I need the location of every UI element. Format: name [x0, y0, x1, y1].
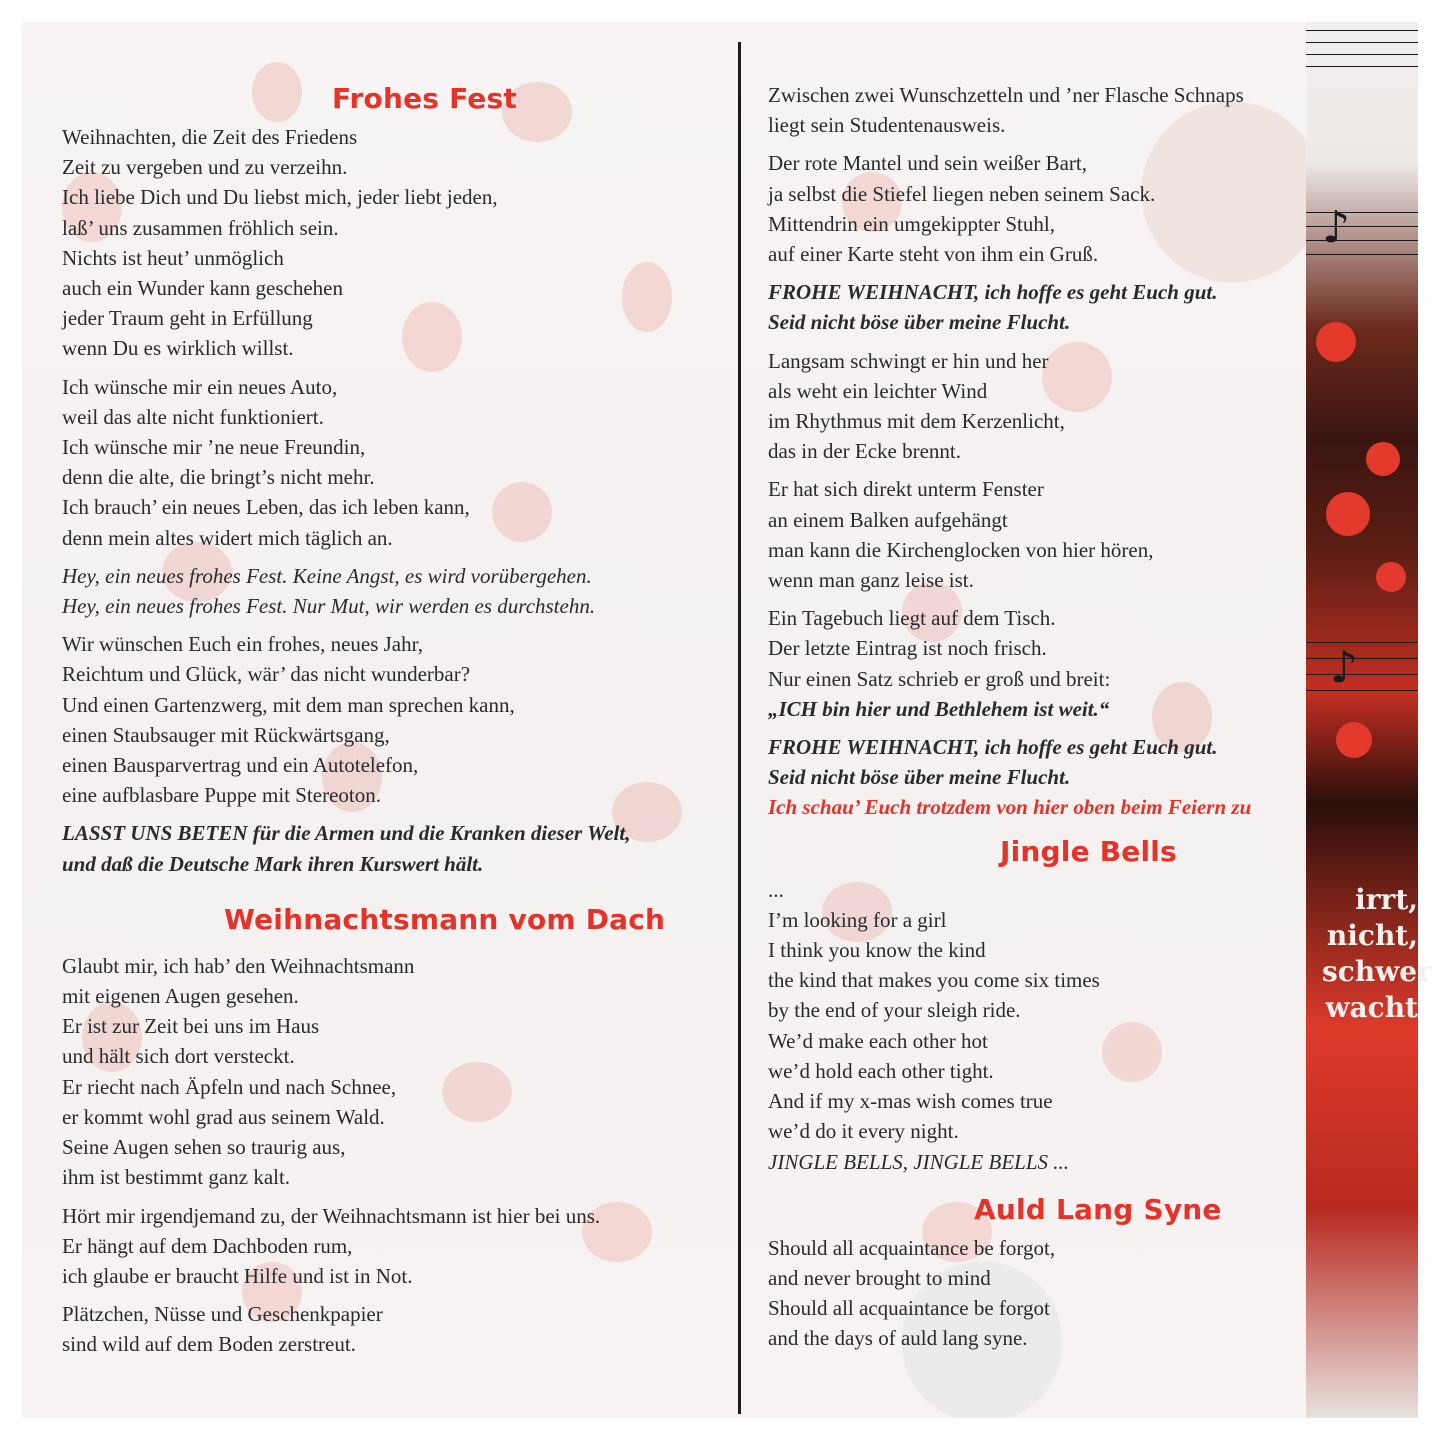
lyric-line: and the days of auld lang syne. — [768, 1326, 1028, 1351]
chorus — [768, 732, 1368, 823]
lyric-line: we’d do it every night. — [768, 1119, 959, 1144]
lyric-line: und hält sich dort versteckt. — [62, 1044, 295, 1069]
lyric-line: Nichts ist heut’ unmöglich — [62, 245, 284, 270]
music-note-icon: ♪ — [1322, 202, 1351, 253]
stanza — [768, 474, 1368, 595]
lyric-line: Er ist zur Zeit bei uns im Haus — [62, 1014, 320, 1039]
lyric-line: an einem Balken aufgehängt — [768, 507, 1008, 532]
stanza — [62, 372, 742, 553]
lyric-line: Plätzchen, Nüsse und Geschenkpapier — [62, 1302, 383, 1327]
music-note-icon: ♪ — [1330, 642, 1359, 693]
edge-word: nicht, — [1326, 919, 1418, 952]
lyric-line: im Rhythmus mit dem Kerzenlicht, — [768, 409, 1065, 434]
edge-word: irrt, — [1355, 883, 1418, 916]
lyric-line: Should all acquaintance be forgot, — [768, 1235, 1056, 1260]
stanza — [62, 629, 742, 810]
song-title-jingle-bells: Jingle Bells — [1000, 834, 1177, 868]
lyric-line: Zwischen zwei Wunschzetteln und ’ner Flasche Schnaps — [768, 83, 1244, 107]
lyric-line: Should all acquaintance be forgot — [768, 1296, 1050, 1321]
stanza — [768, 80, 1368, 140]
lyric-line: einen Staubsauger mit Rückwärtsgang, — [62, 722, 390, 747]
lyric-line: denn mein altes widert mich täglich an. — [62, 525, 393, 550]
lyric-line: man kann die Kirchenglocken von hier hören, — [768, 537, 1154, 562]
lyric-line: Hört mir irgendjemand zu, der Weihnachtsmann ist hier bei uns. — [62, 1203, 601, 1228]
diary-quote: „ICH bin hier und Bethlehem ist weit.“ — [768, 696, 1110, 721]
lyric-line: sind wild auf dem Boden zerstreut. — [62, 1332, 356, 1357]
lyric-line: And if my x-mas wish comes true — [768, 1089, 1053, 1114]
lyric-line: Weihnachten, die Zeit des Friedens — [62, 125, 358, 149]
lyric-line: Ich brauch’ ein neues Leben, das ich leben kann, — [62, 495, 470, 520]
lyric-line: Reichtum und Glück, wär’ das nicht wunderbar? — [62, 662, 471, 687]
lyric-line: denn die alte, die bringt’s nicht mehr. — [62, 465, 375, 490]
lyric-line: I think you know the kind — [768, 938, 986, 963]
lyric-line: ich glaube er braucht Hilfe und ist in Not. — [62, 1263, 413, 1288]
lyric-line: als weht ein leichter Wind — [768, 378, 988, 403]
lyric-line: Der letzte Eintrag ist noch frisch. — [768, 636, 1047, 661]
lyric-line: Zeit zu vergeben und zu verzeihn. — [62, 155, 348, 180]
lyric-line: Ich wünsche mir ein neues Auto, — [62, 374, 338, 399]
song-title-auld-lang-syne: Auld Lang Syne — [974, 1192, 1222, 1226]
stanza — [62, 122, 742, 364]
lyric-line: mit eigenen Augen gesehen. — [62, 984, 299, 1009]
left-column — [62, 80, 742, 1368]
lyric-line: Er hat sich direkt unterm Fenster — [768, 477, 1044, 502]
stanza — [768, 603, 1368, 724]
lyric-line: Hey, ein neues frohes Fest. Keine Angst, es wird vorübergehen. — [62, 563, 592, 588]
lyric-line: weil das alte nicht funktioniert. — [62, 404, 324, 429]
stanza — [62, 1201, 742, 1292]
lyric-line: Mittendrin ein umgekippter Stuhl, — [768, 211, 1055, 236]
booklet-page — [22, 22, 1432, 1418]
lyric-line: wenn man ganz leise ist. — [768, 568, 974, 593]
lyric-line: we’d hold each other tight. — [768, 1058, 994, 1083]
stanza — [768, 148, 1368, 269]
edge-word: schwer — [1322, 955, 1432, 988]
lyric-line: eine aufblasbare Puppe mit Stereoton. — [62, 783, 381, 808]
lyric-line: Glaubt mir, ich hab’ den Weihnachtsmann — [62, 953, 415, 978]
lyric-line: einen Bausparvertrag und ein Autotelefon, — [62, 753, 419, 778]
lyric-line: Wir wünschen Euch ein frohes, neues Jahr, — [62, 632, 424, 657]
lyric-line: LASST UNS BETEN für die Armen und die Kranken dieser Welt, — [62, 821, 631, 846]
lyric-line: und daß die Deutsche Mark ihren Kurswert hält. — [62, 851, 484, 876]
edge-word: wacht — [1325, 991, 1418, 1024]
lyric-line: the kind that makes you come six times — [768, 968, 1100, 993]
lyric-line: Ich wünsche mir ’ne neue Freundin, — [62, 435, 366, 460]
stanza — [62, 951, 742, 1193]
chorus — [768, 277, 1368, 337]
lyric-line: Ich liebe Dich und Du liebst mich, jeder liebt jeden, — [62, 185, 498, 210]
lyric-line: by the end of your sleigh ride. — [768, 998, 1021, 1023]
lyric-line: er kommt wohl grad aus seinem Wald. — [62, 1104, 385, 1129]
lyric-line: Seid nicht böse über meine Flucht. — [768, 765, 1071, 790]
stanza — [62, 1299, 742, 1359]
stanza — [768, 875, 1368, 1177]
lyric-line: auch ein Wunder kann geschehen — [62, 276, 343, 301]
song-title-frohes-fest: Frohes Fest — [332, 82, 517, 115]
refrain — [62, 561, 742, 621]
right-column — [768, 80, 1368, 1362]
lyric-line: Seine Augen sehen so traurig aus, — [62, 1135, 346, 1160]
lyric-line: Und einen Gartenzwerg, mit dem man sprechen kann, — [62, 692, 515, 717]
lyric-line: Er riecht nach Äpfeln und nach Schnee, — [62, 1074, 397, 1099]
lyric-line: das in der Ecke brennt. — [768, 439, 962, 464]
stanza — [768, 1233, 1368, 1354]
lyric-line: laß’ uns zusammen fröhlich sein. — [62, 215, 339, 240]
song-title-weihnachtsmann: Weihnachtsmann vom Dach — [224, 902, 666, 936]
lyric-line: ihm ist bestimmt ganz kalt. — [62, 1165, 291, 1190]
lyric-line: and never brought to mind — [768, 1265, 991, 1290]
lyric-line: ja selbst die Stiefel liegen neben seinem Sack. — [768, 181, 1156, 206]
lyric-line: jeder Traum geht in Erfüllung — [62, 306, 313, 331]
lyric-line: liegt sein Studentenausweis. — [768, 113, 1006, 138]
lyric-line: Hey, ein neues frohes Fest. Nur Mut, wir werden es durchstehn. — [62, 594, 596, 619]
outro — [62, 818, 742, 878]
lyric-line: ... — [768, 877, 784, 902]
lyric-line: We’d make each other hot — [768, 1028, 988, 1053]
lyric-line: FROHE WEIHNACHT, ich hoffe es geht Euch gut. — [768, 735, 1218, 760]
lyric-line: auf einer Karte steht von ihm ein Gruß. — [768, 242, 1099, 267]
stanza — [768, 346, 1368, 467]
lyric-line: I’m looking for a girl — [768, 907, 947, 932]
lyric-line: JINGLE BELLS, JINGLE BELLS ... — [768, 1149, 1070, 1174]
lyric-line: wenn Du es wirklich willst. — [62, 336, 294, 361]
red-lyric-line: Ich schau’ Euch trotzdem von hier oben beim Feiern zu — [768, 795, 1252, 820]
lyric-line: Langsam schwingt er hin und her — [768, 348, 1049, 373]
lyric-line: Seid nicht böse über meine Flucht. — [768, 310, 1071, 335]
lyric-line: Ein Tagebuch liegt auf dem Tisch. — [768, 606, 1056, 631]
lyric-line: Er hängt auf dem Dachboden rum, — [62, 1233, 353, 1258]
lyric-line: Der rote Mantel und sein weißer Bart, — [768, 151, 1087, 176]
lyric-line: FROHE WEIHNACHT, ich hoffe es geht Euch gut. — [768, 280, 1218, 305]
lyric-line: Nur einen Satz schrieb er groß und breit: — [768, 666, 1111, 691]
